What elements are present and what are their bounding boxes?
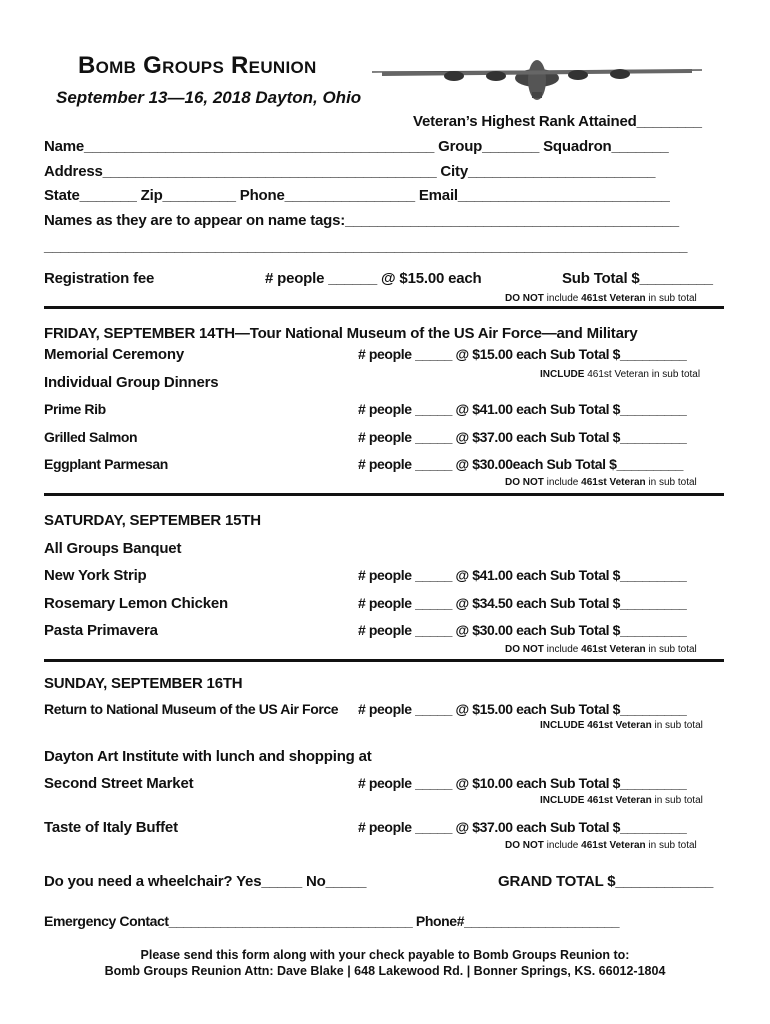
friday-heading: FRIDAY, SEPTEMBER 14TH—Tour National Museum of the US Air Force—and Military: [44, 325, 638, 342]
saturday-note: DO NOT include 461st Veteran in sub total: [505, 644, 697, 655]
art-institute-heading: Dayton Art Institute with lunch and shopping at: [44, 748, 372, 765]
banquet-item-label: Rosemary Lemon Chicken: [44, 595, 228, 612]
event-dates-location: September 13—16, 2018 Dayton, Ohio: [56, 88, 362, 107]
museum-return-people-field[interactable]: # people _____ @ $15.00 each Sub Total $_________: [358, 701, 687, 717]
veteran-rank-field[interactable]: Veteran’s Highest Rank Attained________: [413, 113, 702, 130]
museum-return-note: INCLUDE 461st Veteran in sub total: [540, 720, 703, 731]
registration-people-field[interactable]: # people ______ @ $15.00 each: [265, 270, 482, 287]
italy-buffet-label: Taste of Italy Buffet: [44, 819, 178, 836]
italy-buffet-note: DO NOT include 461st Veteran in sub total: [505, 840, 697, 851]
dinner-item-people-field[interactable]: # people _____ @ $37.00 each Sub Total $_________: [358, 429, 687, 445]
banquet-item-label: New York Strip: [44, 567, 147, 584]
address-city-fields[interactable]: Address_________________________________________ City_______________________: [44, 163, 656, 180]
grand-total-field[interactable]: GRAND TOTAL $____________: [498, 873, 714, 890]
dinner-item-label: Eggplant Parmesan: [44, 456, 168, 472]
bomber-airplane-image: [372, 48, 702, 104]
registration-note: DO NOT include 461st Veteran in sub total: [505, 293, 697, 304]
wheelchair-question-field[interactable]: Do you need a wheelchair? Yes_____ No_____: [44, 873, 367, 890]
emergency-contact-field[interactable]: Emergency Contact_________________________________ Phone#_____________________: [44, 913, 620, 929]
dinner-item-people-field[interactable]: # people _____ @ $41.00 each Sub Total $_________: [358, 401, 687, 417]
friday-tour-note: INCLUDE 461st Veteran in sub total: [540, 369, 701, 380]
form-title: Bomb Groups Reunion: [78, 52, 317, 79]
museum-return-label: Return to National Museum of the US Air Force: [44, 701, 339, 717]
banquet-item-people-field[interactable]: # people _____ @ $30.00 each Sub Total $_________: [358, 622, 687, 638]
sunday-heading: SUNDAY, SEPTEMBER 16TH: [44, 675, 243, 692]
italy-buffet-people-field[interactable]: # people _____ @ $37.00 each Sub Total $_________: [358, 819, 687, 835]
friday-tour-people-field[interactable]: # people _____ @ $15.00 each Sub Total $_________: [358, 346, 687, 362]
art-institute-people-field[interactable]: # people _____ @ $10.00 each Sub Total $_________: [358, 775, 687, 791]
name-tags-field[interactable]: Names as they are to appear on name tags:_________________________________________: [44, 212, 679, 229]
registration-subtotal-field[interactable]: Sub Total $_________: [562, 270, 713, 287]
dinner-item-label: Grilled Salmon: [44, 429, 138, 445]
name-group-squadron-fields[interactable]: Name___________________________________________ Group_______ Squadron_______: [44, 138, 669, 155]
mailing-instructions: Please send this form along with your check payable to Bomb Groups Reunion to:: [140, 948, 630, 962]
mailing-address: Bomb Groups Reunion Attn: Dave Blake | 648 Lakewood Rd. | Bonner Springs, KS. 66012-1804: [104, 964, 666, 978]
friday-heading-cont: Memorial Ceremony: [44, 346, 184, 363]
art-institute-heading-cont: Second Street Market: [44, 775, 194, 792]
name-tags-blank-line[interactable]: _______________________________________________________________________________: [44, 238, 688, 255]
section-divider: [44, 493, 724, 496]
dinner-item-people-field[interactable]: # people _____ @ $30.00each Sub Total $_________: [358, 456, 683, 472]
registration-fee-label: Registration fee: [44, 270, 155, 287]
banquet-heading: All Groups Banquet: [44, 540, 182, 557]
individual-dinners-heading: Individual Group Dinners: [44, 374, 219, 391]
saturday-heading: SATURDAY, SEPTEMBER 15TH: [44, 512, 261, 529]
section-divider: [44, 659, 724, 662]
art-institute-note: INCLUDE 461st Veteran in sub total: [540, 795, 703, 806]
banquet-item-people-field[interactable]: # people _____ @ $34.50 each Sub Total $_________: [358, 595, 687, 611]
state-zip-phone-email-fields[interactable]: State_______ Zip_________ Phone________________ Email__________________________: [44, 187, 670, 204]
dinner-item-label: Prime Rib: [44, 401, 106, 417]
section-divider: [44, 306, 724, 309]
friday-dinner-note: DO NOT include 461st Veteran in sub total: [505, 477, 697, 488]
banquet-item-label: Pasta Primavera: [44, 622, 158, 639]
banquet-item-people-field[interactable]: # people _____ @ $41.00 each Sub Total $_________: [358, 567, 687, 583]
